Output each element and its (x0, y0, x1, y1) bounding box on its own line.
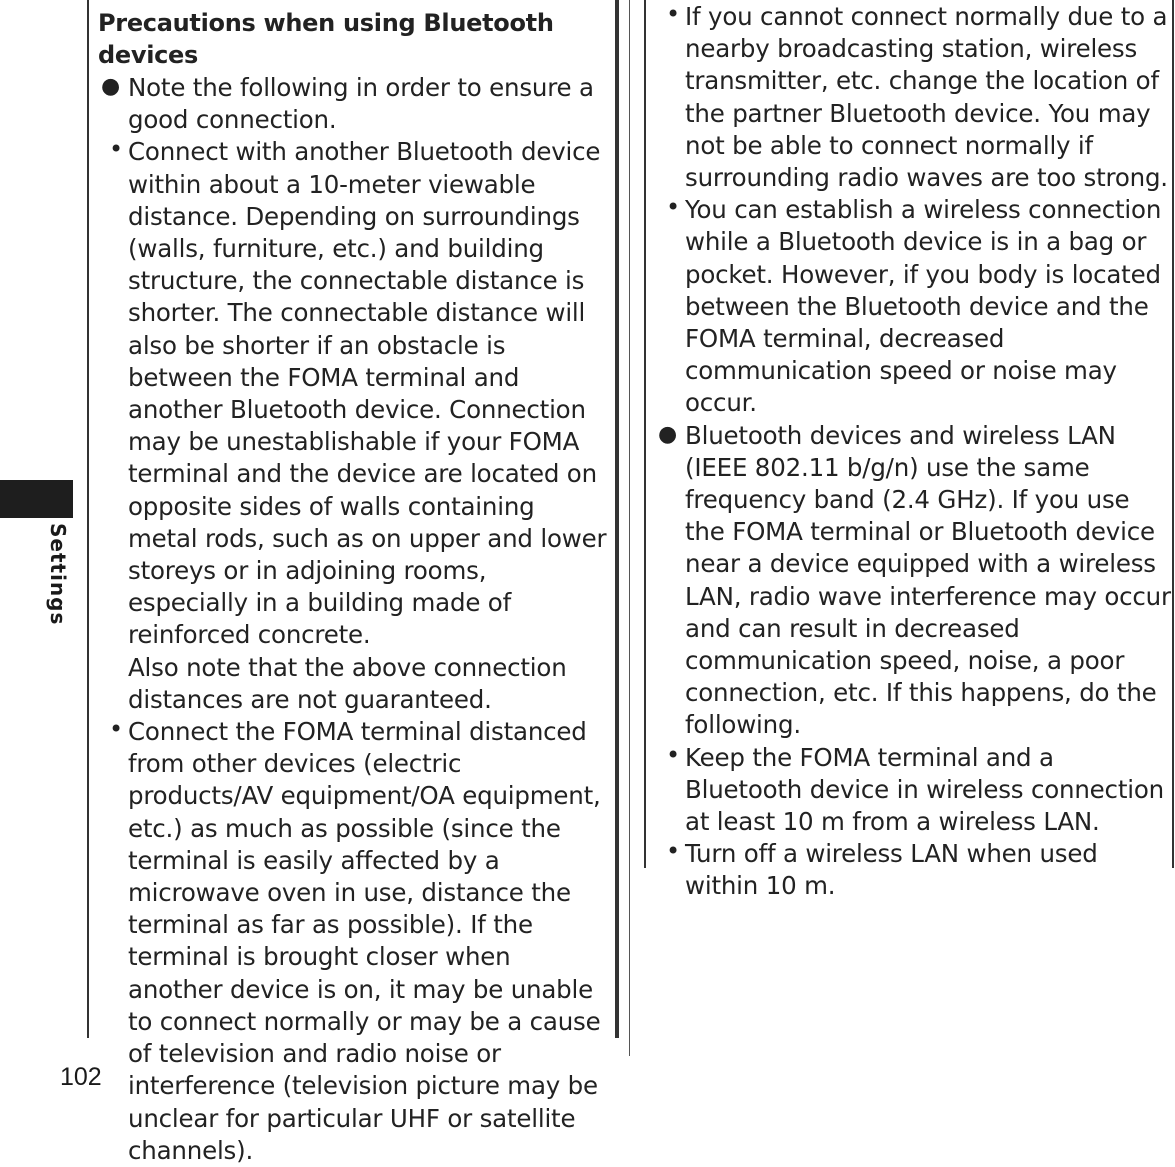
bullet-item-keep-distance (655, 742, 1171, 839)
small-bullet-icon: • (109, 715, 123, 744)
bullet-text: Keep the FOMA terminal and a Bluetooth device in wireless connection at least 10 m from a wireless LAN. (685, 742, 1164, 837)
bullet-text-continued: Also note that the above connection distances are not guaranteed. (128, 652, 567, 714)
small-bullet-icon: • (666, 837, 680, 866)
bullet-item-broadcasting (655, 1, 1171, 194)
section-label: Settings (46, 523, 70, 626)
page-number: 102 (60, 1063, 102, 1091)
column-divider (629, 0, 630, 1056)
small-bullet-icon: • (109, 135, 123, 164)
wlan-note-text: Bluetooth devices and wireless LAN (IEEE 802.11 b/g/n) use the same frequency band (2.4 GHz). If you use the FOMA terminal or Bluetooth device near a device equipped with a wireless LAN, radio wave interference may occur and can result in decreased communication speed, noise, a poor connection, etc. If this happens, do the following. (685, 420, 1171, 740)
note-text: Note the following in order to ensure a good connection. (128, 73, 594, 135)
wlan-note-item (655, 420, 1171, 742)
section-tab-marker (0, 480, 73, 518)
note-item (98, 72, 608, 136)
section-heading: Precautions when using Bluetooth devices (98, 9, 554, 69)
small-bullet-icon: • (666, 193, 680, 222)
bullet-item-distance (98, 136, 608, 716)
right-column (655, 1, 1171, 903)
bullet-item-turn-off-wlan (655, 838, 1171, 902)
bullet-text: Connect the FOMA terminal distanced from other devices (electric products/AV equipment/OA equipment, etc.) as much as possible (since the terminal is easily affected by a microwave oven in use, distance the terminal as far as possible). If the terminal is brought closer when another device is on, it may be unable to connect normally or may be a cause of television and radio noise or interference (television picture may be unclear for particular UHF or satellite channels). (128, 717, 601, 1165)
bullet-text: Connect with another Bluetooth device within about a 10-meter viewable distance. Depending on surroundings (walls, furniture, etc.) and building structure, the connectable distance is shorter. The connectable distance will also be shorter if an obstacle is between the FOMA terminal and another Bluetooth device. Connection may be unestablishable if your FOMA terminal and the device are located on opposite sides of walls containing metal rods, such as on upper and lower storeys or in adjoining rooms, especially in a building made of reinforced concrete. (128, 137, 607, 650)
precautions-box-left-double-rule (617, 0, 619, 1038)
bullet-item-other-devices (98, 716, 608, 1167)
small-bullet-icon: • (666, 740, 680, 769)
bullet-text: If you cannot connect normally due to a nearby broadcasting station, wireless transmitter, etc. change the location of the partner Bluetooth device. You may not be able to connect normally if surrounding radio waves are too strong. (685, 2, 1168, 193)
left-column (98, 7, 608, 1167)
bullet-text: You can establish a wireless connection while a Bluetooth device is in a bag or pocket. However, if you body is located between the Bluetooth device and the FOMA terminal, decreased communication speed or noise may occur. (685, 195, 1162, 418)
big-bullet-icon: ● (101, 74, 120, 99)
bullet-text: Turn off a wireless LAN when used within 10 m. (685, 839, 1098, 901)
bullet-item-bag-pocket (655, 194, 1171, 419)
big-bullet-icon: ● (658, 421, 677, 447)
small-bullet-icon: • (666, 0, 680, 28)
